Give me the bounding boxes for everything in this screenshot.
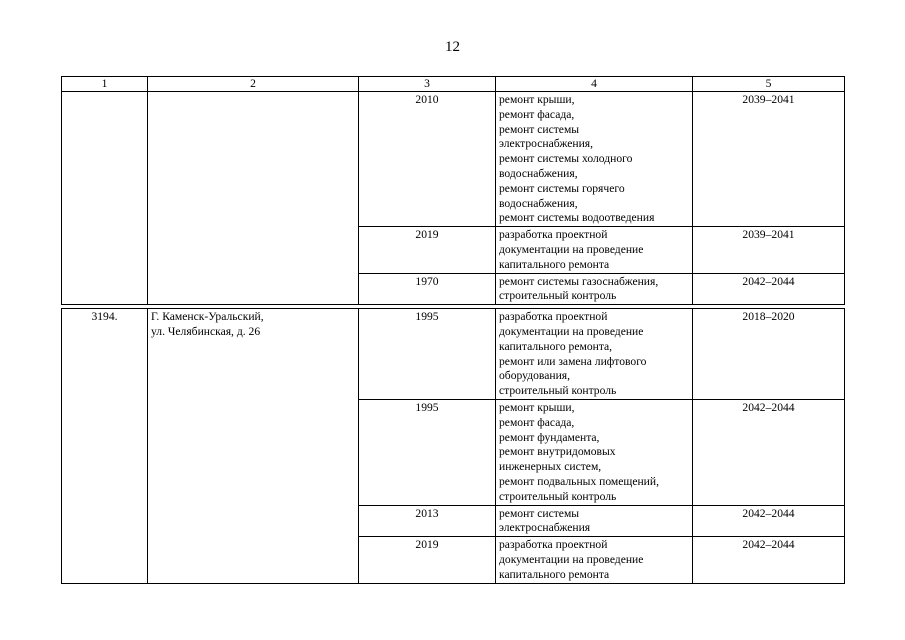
work-item: документации на проведение: [499, 552, 644, 566]
work-item: электроснабжения: [499, 521, 591, 535]
work-item: разработка проектной: [499, 228, 608, 242]
work-item: ремонт фасада,: [499, 107, 575, 121]
work-item: водоснабжения,: [499, 166, 578, 180]
repair-schedule-table: [61, 76, 845, 584]
year-cell: 1995: [359, 399, 496, 505]
period-cell: 2042–2044: [693, 505, 845, 537]
work-item: электроснабжения,: [499, 137, 594, 151]
year-cell: 2019: [359, 227, 496, 273]
work-item: капитального ремонта: [499, 257, 610, 271]
table-row: [62, 309, 845, 400]
works-cell: [496, 399, 693, 505]
works-cell: [496, 505, 693, 537]
page-number: 12: [445, 39, 460, 55]
year-cell: 2019: [359, 537, 496, 583]
work-item: ремонт внутридомовых: [499, 445, 616, 459]
column-number: 5: [693, 77, 845, 92]
works-cell: [496, 309, 693, 400]
work-item: ремонт крыши,: [499, 400, 575, 414]
entry-number-cell: [62, 92, 148, 305]
work-item: ремонт или замена лифтового: [499, 354, 647, 368]
table-row: [62, 92, 845, 227]
work-item: капитального ремонта,: [499, 339, 613, 353]
work-item: ремонт фасада,: [499, 415, 575, 429]
column-number: 3: [359, 77, 496, 92]
work-item: ремонт подвальных помещений,: [499, 474, 659, 488]
work-item: оборудования,: [499, 369, 571, 383]
work-item: ремонт системы холодного: [499, 152, 633, 166]
work-item: ремонт системы: [499, 506, 580, 520]
work-item: водоснабжения,: [499, 196, 578, 210]
work-item: документации на проведение: [499, 242, 644, 256]
year-cell: 1970: [359, 273, 496, 305]
column-number: 4: [496, 77, 693, 92]
period-cell: 2018–2020: [693, 309, 845, 400]
period-cell: 2042–2044: [693, 273, 845, 305]
work-item: разработка проектной: [499, 310, 608, 324]
column-numbers-row: [62, 77, 845, 92]
address-line: Г. Каменск-Уральский,: [151, 310, 264, 324]
year-cell: 2013: [359, 505, 496, 537]
works-cell: [496, 537, 693, 583]
year-cell: 1995: [359, 309, 496, 400]
period-cell: 2042–2044: [693, 399, 845, 505]
column-number: 2: [148, 77, 359, 92]
address-cell: [148, 309, 359, 583]
period-cell: 2039–2041: [693, 227, 845, 273]
work-item: документации на проведение: [499, 324, 644, 338]
work-item: строительный контроль: [499, 489, 617, 503]
work-item: ремонт фундамента,: [499, 430, 600, 444]
entry-number-cell: 3194.: [62, 309, 148, 583]
work-item: ремонт системы водоотведения: [499, 211, 655, 225]
work-item: ремонт системы: [499, 122, 580, 136]
period-cell: 2042–2044: [693, 537, 845, 583]
works-cell: [496, 92, 693, 227]
work-item: капитального ремонта: [499, 567, 610, 581]
column-number: 1: [62, 77, 148, 92]
work-item: строительный контроль: [499, 384, 617, 398]
work-item: ремонт крыши,: [499, 93, 575, 106]
address-cell: [148, 92, 359, 305]
year-cell: 2010: [359, 92, 496, 227]
works-cell: [496, 273, 693, 305]
work-item: инженерных систем,: [499, 460, 602, 474]
works-cell: [496, 227, 693, 273]
work-item: строительный контроль: [499, 289, 617, 303]
work-item: ремонт системы горячего: [499, 181, 625, 195]
address-line: ул. Челябинская, д. 26: [151, 324, 261, 338]
period-cell: 2039–2041: [693, 92, 845, 227]
work-item: разработка проектной: [499, 538, 608, 552]
work-item: ремонт системы газоснабжения,: [499, 274, 659, 288]
